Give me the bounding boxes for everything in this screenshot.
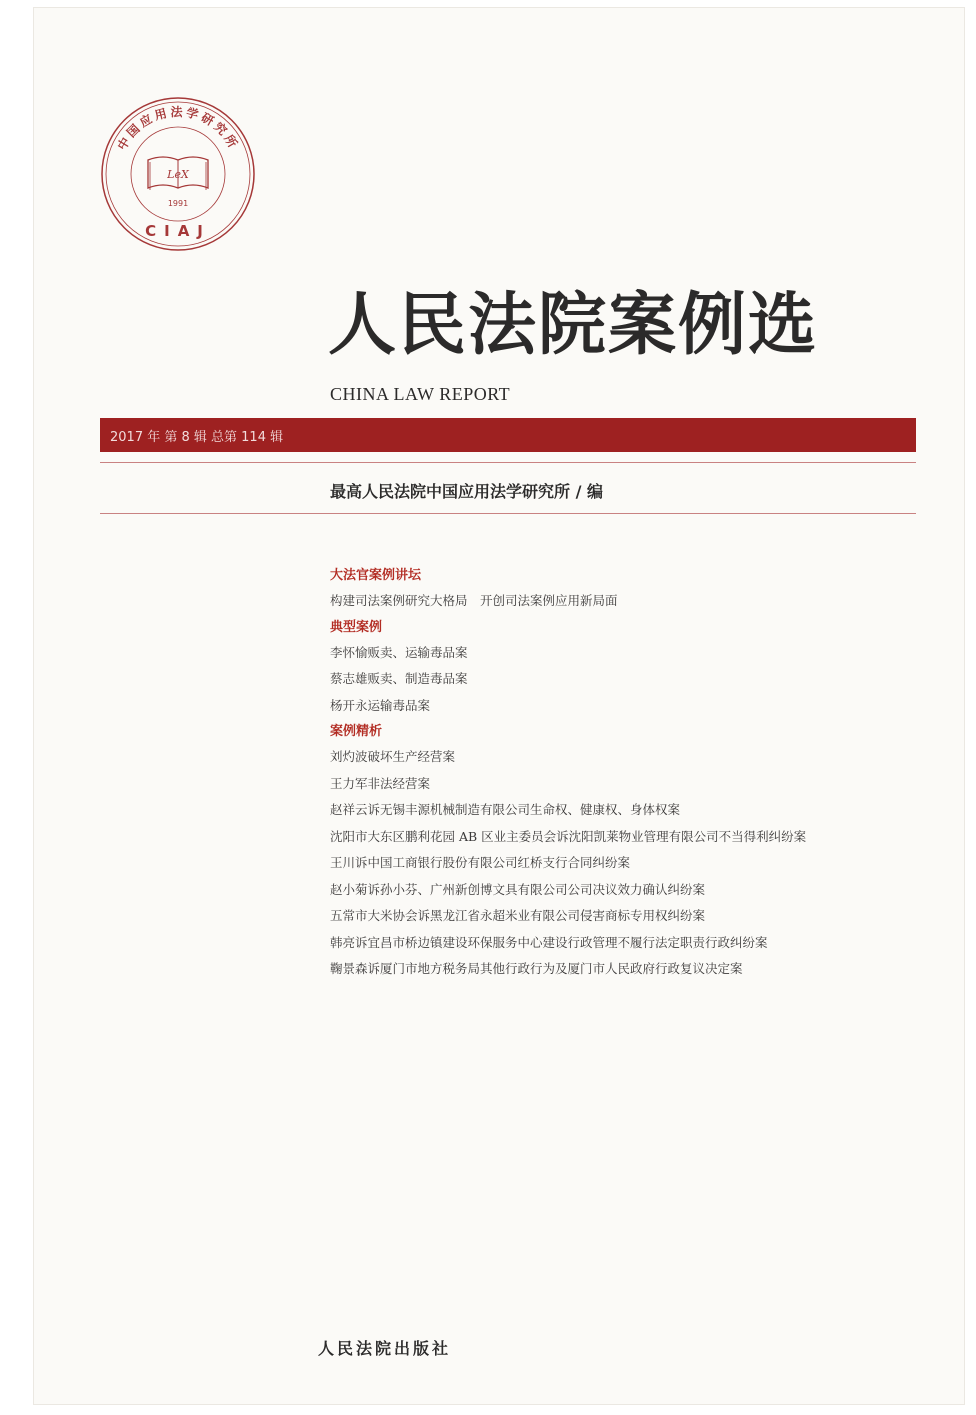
divider-bottom [100,513,916,514]
toc-item: 王力军非法经营案 [330,775,431,791]
seal-abbr: CIAJ [145,222,211,240]
toc-item: 鞠景森诉厦门市地方税务局其他行政行为及厦门市人民政府行政复议决定案 [330,961,743,976]
toc-item: 五常市大米协会诉黑龙江省永超米业有限公司侵害商标专用权纠纷案 [330,908,706,923]
toc-item: 构建司法案例研究大格局 开创司法案例应用新局面 [330,593,618,608]
journal-title: 人民法院案例选 [328,286,819,365]
svg-text:中国应用法学研究所 [114,104,242,153]
table-of-contents [330,563,920,983]
divider-top [100,462,916,463]
toc-section-heading: 典型案例 [330,619,383,635]
issue-info: 2017 年 第 8 辑 总第 114 辑 [110,430,284,445]
toc-item: 沈阳市大东区鹏利花园 AB 区业主委员会诉沈阳凯莱物业管理有限公司不当得利纠纷案 [330,828,807,844]
publisher-name: 人民法院出版社 [318,1339,452,1358]
institute-seal [100,96,256,252]
toc-section-heading: 案例精析 [330,724,383,739]
toc-section-heading: 大法官案例讲坛 [330,568,422,583]
toc-item: 李怀愉贩卖、运输毒品案 [330,644,468,660]
journal-subtitle: CHINA LAW REPORT [330,384,511,404]
toc-item: 韩亮诉宜昌市桥边镇建设环保服务中心建设行政管理不履行法定职责行政纠纷案 [330,934,768,950]
seal-book-text: LeX [167,168,189,181]
toc-item: 刘灼波破坏生产经营案 [330,749,456,764]
toc-item: 王川诉中国工商银行股份有限公司红桥支行合同纠纷案 [330,855,631,870]
issue-band [100,418,916,452]
seal-year: 1991 [167,199,189,208]
seal-arc-text: 中国应用法学研究所 [114,105,242,153]
editor-line: 最高人民法院中国应用法学研究所 / 编 [330,482,603,501]
toc-item: 赵小菊诉孙小芬、广州新创博文具有限公司公司决议效力确认纠纷案 [330,881,706,897]
toc-item: 蔡志雄贩卖、制造毒品案 [330,671,468,686]
toc-item: 杨开永运输毒品案 [330,697,431,713]
toc-item: 赵祥云诉无锡丰源机械制造有限公司生命权、健康权、身体权案 [330,802,681,817]
